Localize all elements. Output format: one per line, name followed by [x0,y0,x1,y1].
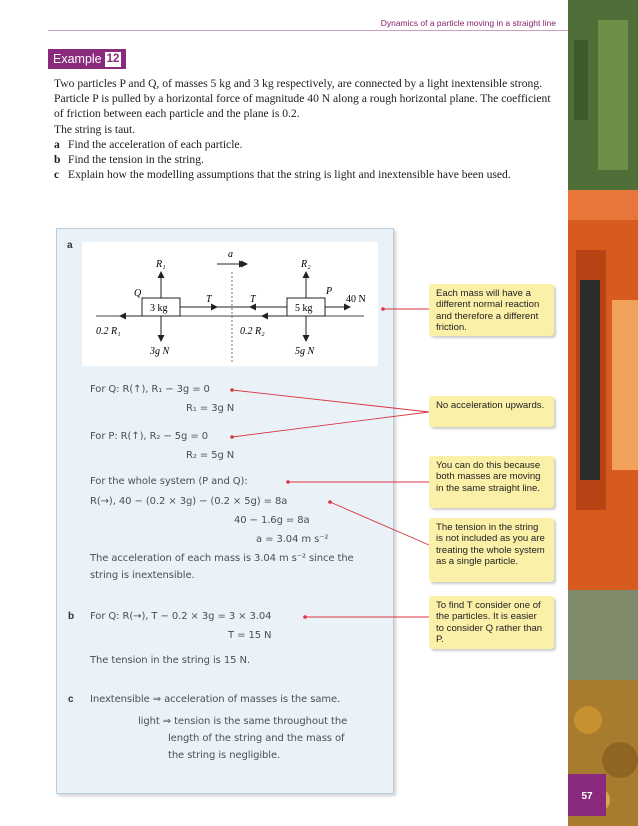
leader-note-2a [232,390,429,412]
work-line-3: For P: R(↑), R₂ − 5g = 0 [90,431,208,442]
work-line-9: The acceleration of each mass is 3.04 m s⁻² since the [90,553,354,564]
leader-note-4 [330,502,429,545]
mass-q-label: 3 kg [150,303,168,314]
work-line-17: the string is negligible. [168,750,281,761]
problem-intro: Two particles P and Q, of masses 5 kg and 3 kg respectively, are connected by a light inextensible strong. Particle P is pulled by a horizontal force of magnitude 40 N along a rough horizontal plane. The coefficient of friction between each particle and the plane is 0.2. [54,77,551,121]
note-same-straight-line: You can do this because both masses are moving in the same straight line. [429,456,554,508]
question-b-letter: b [54,153,61,167]
question-a-letter: a [54,137,60,151]
work-line-14: Inextensible ⇒ acceleration of masses is the same. [90,694,341,705]
particle-p-label: P [326,286,333,297]
page-number-tab [568,774,606,816]
work-line-12: T = 15 N [228,630,272,641]
work-line-6: R(→), 40 − (0.2 × 3g) − (0.2 × 5g) = 8a [90,496,288,507]
work-line-15: light ⇒ tension is the same throughout the [138,716,348,727]
particle-q-label: Q [134,288,142,299]
acceleration-label: a [228,249,233,260]
friction-q-label: 0.2 R₁ [96,326,121,337]
work-line-1: For Q: R(↑), R₁ − 3g = 0 [90,384,210,395]
question-b-text: Find the tension in the string. [68,153,204,167]
work-line-11: For Q: R(→), T − 0.2 × 3g = 3 × 3.04 [90,611,272,622]
applied-force-label: 40 N [346,294,366,305]
question-c-letter: c [54,168,60,182]
question-a-text: Find the acceleration of each particle. [68,137,243,151]
work-line-2: R₁ = 3g N [186,403,235,414]
weight-p-label: 5g N [295,346,315,357]
work-line-7: 40 − 1.6g = 8a [234,515,310,526]
question-c-text: Explain how the modelling assumptions that the string is light and inextensible have been used. [68,168,511,182]
note-no-vertical-acceleration: No acceleration upwards. [429,396,554,427]
running-title: Dynamics of a particle moving in a straight line [380,18,556,28]
work-line-4: R₂ = 5g N [186,450,235,461]
part-c-label: c [68,694,74,705]
work-line-10: string is inextensible. [90,570,195,581]
page-number: 57 [581,791,593,802]
work-line-13: The tension in the string is 15 N. [90,655,250,666]
example-label: Example [53,52,102,66]
mass-p-label: 5 kg [295,303,313,314]
friction-p-label: 0.2 R₂ [240,326,265,337]
work-line-5: For the whole system (P and Q): [90,476,248,487]
work-line-16: length of the string and the mass of [168,733,345,744]
leader-note-2b [232,412,429,437]
note-consider-q: To find T consider one of the particles. It is easier to consider Q rather than P. [429,596,554,649]
note-normal-reaction: Each mass will have a different normal reaction and therefore a different friction. [429,284,554,336]
note-tension-not-included: The tension in the string is not included as you are treating the whole system as a single particle. [429,518,554,582]
tension-left-label: T [206,294,212,305]
tension-right-label: T [250,294,256,305]
part-a-label: a [67,240,73,251]
work-line-8: a = 3.04 m s⁻² [256,534,329,545]
reaction-q-label: R₁ [156,259,166,270]
weight-q-label: 3g N [150,346,170,357]
problem-taut: The string is taut. [54,122,136,136]
example-number: 12 [106,53,120,65]
reaction-p-label: R₂ [301,259,311,270]
part-b-label: b [68,611,75,622]
